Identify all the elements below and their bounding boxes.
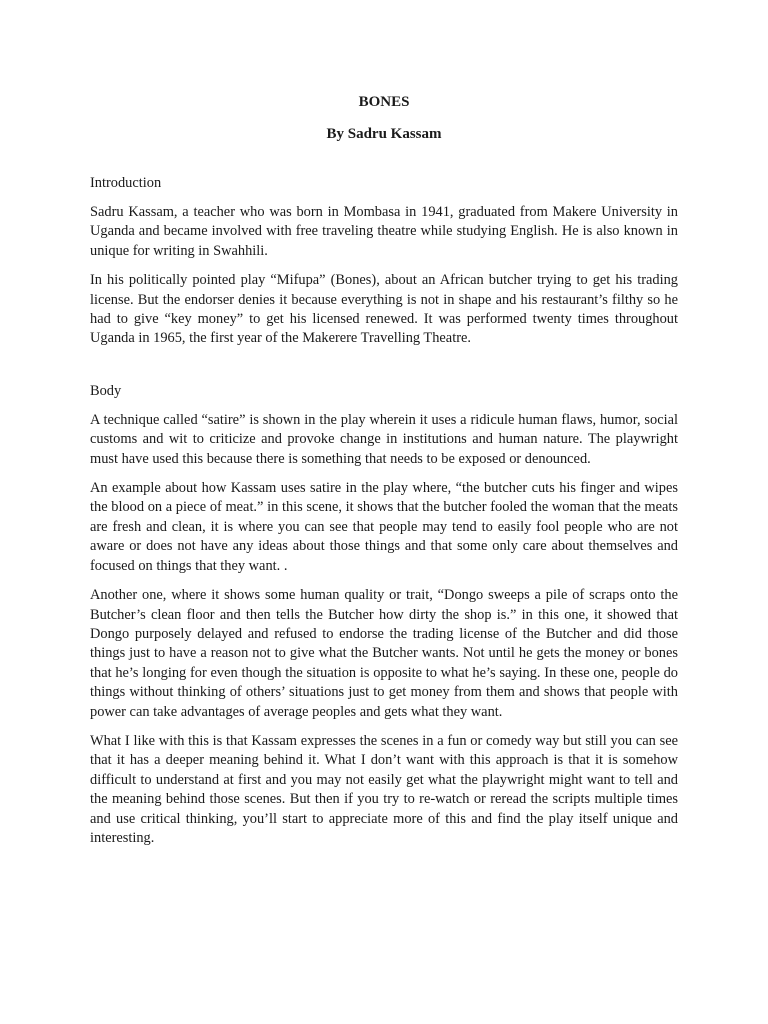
body-paragraph-1: A technique called “satire” is shown in the play wherein it uses a ridicule human flaws, humor, social customs and wit to criticize and provoke change in institutions and human nature. The playwright must have used this because there is something that needs to be exposed or denounced. (90, 411, 678, 467)
document-content (90, 92, 678, 848)
body-paragraph-2: An example about how Kassam uses satire in the play where, “the butcher cuts his finger and wipes the blood on a piece of meat.” in this scene, it shows that the butcher fooled the woman that the meats are fresh and clean, it is where you can see that people may tend to easily fool people who are not aware or does not have any ideas about those things and that some only care about themselves and focused on things that they want. . (90, 480, 678, 574)
body-paragraph-3: Another one, where it shows some human quality or trait, “Dongo sweeps a pile of scraps onto the Butcher’s clean floor and then tells the Butcher how dirty the shop is.” in this one, it showed that Dongo purposely delayed and refused to endorse the trading license of the Butcher and did those things just to have a reason not to give what the Butcher wants. Not until he gets the money or bones that he’s longing for even though the situation is opposite to what he’s saying. In these one, people do things without thinking of others’ situations just to get money from them and shows that people with power can take advantages of average peoples and gets what they want. (90, 587, 678, 720)
author-line: By Sadru Kassam (326, 126, 442, 142)
section-heading-introduction: Introduction (90, 175, 162, 191)
section-heading-body: Body (90, 382, 122, 399)
body-paragraph-4: What I like with this is that Kassam expresses the scenes in a fun or comedy way but still you can see that it has a deeper meaning behind it. What I don’t want with this approach is that it is somehow difficult to understand at first and you may not easily get what the playwright might want to tell and the meaning behind those scenes. But then if you try to re-watch or reread the scripts multiple times and use critical thinking, you’ll start to appreciate more of this and find the play itself unique and interesting. (90, 732, 678, 846)
document-title: BONES (358, 94, 410, 110)
intro-paragraph-1: Sadru Kassam, a teacher who was born in Mombasa in 1941, graduated from Makere University in Uganda and became involved with free traveling theatre while studying English. He is also known in unique for writing in Swahhili. (90, 204, 678, 259)
intro-paragraph-2: In his politically pointed play “Mifupa” (Bones), about an African butcher trying to get his trading license. But the endorser denies it because everything is not in shape and his restaurant’s filthy so he had to give “key money” to get his licensed renewed. It was performed twenty times throughout Uganda in 1965, the first year of the Makerere Travelling Theatre. (90, 272, 678, 347)
